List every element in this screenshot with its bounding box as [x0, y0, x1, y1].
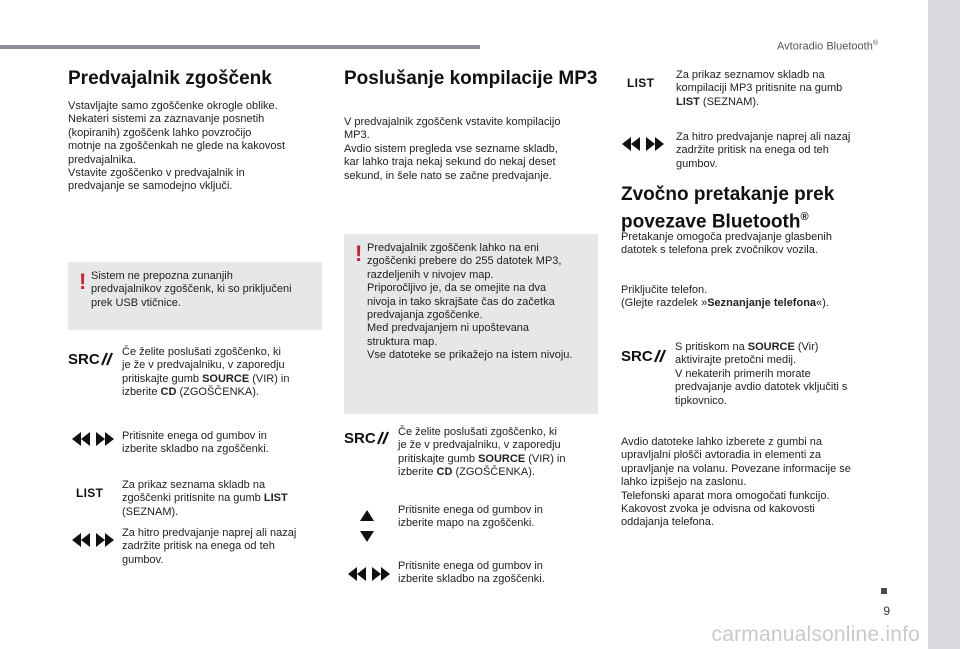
- section-title-mp3: Poslušanje kompilacije MP3: [344, 68, 598, 89]
- svg-text:SRC: SRC: [68, 351, 100, 368]
- warning-text: Predvajalnik zgoščenk lahko na eni zgoščenki prebere do 255 datotek MP3, razdeljenih v nivojev map. Priporočljivo je, da se omejite na dva nivoja in tako skrajšate čas do začetka predvajanja zgoščenke. Med predvajanjem ni upoštevana struktura map. Vse datoteke se prikažejo na istem nivoju.: [367, 242, 573, 362]
- mp3-intro-text: V predvajalnik zgoščenk vstavite kompilacijo MP3. Avdio sistem pregleda vse sezname skladb, kar lahko traja nekaj sekund do nekaj deset sekund, in šele nato se začne predvajanje.: [344, 116, 561, 182]
- section-title-cd-player: Predvajalnik zgoščenk: [68, 68, 272, 89]
- header-rule: [0, 45, 480, 49]
- page-number: 9: [883, 604, 890, 618]
- prev-next-icon: [348, 567, 390, 581]
- section-title-bluetooth: Zvočno pretakanje prek povezave Bluetooth®: [621, 184, 835, 233]
- src-instruction-mp3: Če želite poslušati zgoščenko, ki je že v predvajalniku, v zaporedju pritiskajte gumb SOURCE (VIR) in izberite CD (ZGOŠČENKA).: [398, 426, 566, 479]
- bluetooth-intro-text: Pretakanje omogoča predvajanje glasbenih datotek s telefona prek zvočnikov vozila.: [621, 231, 832, 257]
- fast-forward-rewind-icon: [72, 533, 114, 547]
- watermark: carmanualsonline.info: [711, 623, 920, 646]
- svg-text:SRC: SRC: [344, 430, 376, 447]
- warning-text: Sistem ne prepozna zunanjih predvajalnikov zgoščenk, ki so priključeni prek USB vtičnice.: [91, 270, 292, 309]
- header-title: Avtoradio Bluetooth®: [777, 40, 878, 53]
- page-marker-icon: [881, 588, 887, 594]
- cd-intro-text: Vstavljajte samo zgoščenke okrogle oblike. Nekateri sistemi za zaznavanje posnetih (kopiranih) zgoščenk lahko povzročijo motnje na zgoščenkah ne glede na kakovost predvajalnika. Vstavite zgoščenko v predvajalnik in predvajanje se samodejno vključi.: [68, 100, 286, 193]
- skip-track-text: Pritisnite enega od gumbov in izberite skladbo na zgoščenki.: [122, 430, 269, 456]
- svg-text:SRC: SRC: [621, 348, 653, 365]
- skip-track-text: Pritisnite enega od gumbov in izberite skladbo na zgoščenki.: [398, 560, 545, 586]
- src-button-icon: [68, 349, 116, 369]
- fast-skip-text: Za hitro predvajanje naprej ali nazaj zadržite pritisk na enega od teh gumbov.: [122, 527, 297, 566]
- warning-icon: !: [355, 241, 363, 266]
- warning-icon: !: [79, 269, 87, 294]
- side-strip: [928, 0, 960, 649]
- prev-next-icon: [72, 432, 114, 446]
- list-instruction-cd: Za prikaz seznama skladb na zgoščenki pritisnite na gumb LIST (SEZNAM).: [122, 479, 288, 518]
- src-button-icon: [621, 346, 669, 366]
- src-instruction-cd: Če želite poslušati zgoščenko, ki je že v predvajalniku, v zaporedju pritiskajte gumb SOURCE (VIR) in izberite CD (ZGOŠČENKA).: [122, 346, 290, 399]
- pair-phone-text: Priključite telefon. (Glejte razdelek »Seznanjanje telefona«).: [621, 284, 829, 310]
- list-button-icon: LIST: [76, 486, 104, 500]
- up-down-icon: [360, 510, 374, 542]
- warning-box-usb: [68, 262, 322, 330]
- src-instruction-streaming: S pritiskom na SOURCE (Vir) aktivirajte pretočni medij. V nekaterih primerih morate predvajanje avdio datotek vključiti s tipkovnico.: [675, 341, 848, 407]
- fast-forward-rewind-icon: [622, 137, 664, 151]
- src-button-icon: [344, 428, 392, 448]
- select-folder-text: Pritisnite enega od gumbov in izberite mapo na zgoščenki.: [398, 504, 543, 530]
- list-button-icon: LIST: [627, 76, 655, 90]
- streaming-notes-text: Avdio datoteke lahko izberete z gumbi na upravljalni plošči avtoradia in elementi za upravljanje na volanu. Povezane informacije se lahko izpišejo na zaslonu. Telefonski aparat mora omogočati funkcijo. Kakovost zvoka je odvisna od kakovosti oddajanja telefona.: [621, 436, 851, 529]
- warning-box-mp3: [344, 234, 598, 414]
- fast-skip-text: Za hitro predvajanje naprej ali nazaj zadržite pritisk na enega od teh gumbov.: [676, 131, 851, 170]
- list-instruction-mp3: Za prikaz seznamov skladb na kompilaciji MP3 pritisnite na gumb LIST (SEZNAM).: [676, 69, 843, 108]
